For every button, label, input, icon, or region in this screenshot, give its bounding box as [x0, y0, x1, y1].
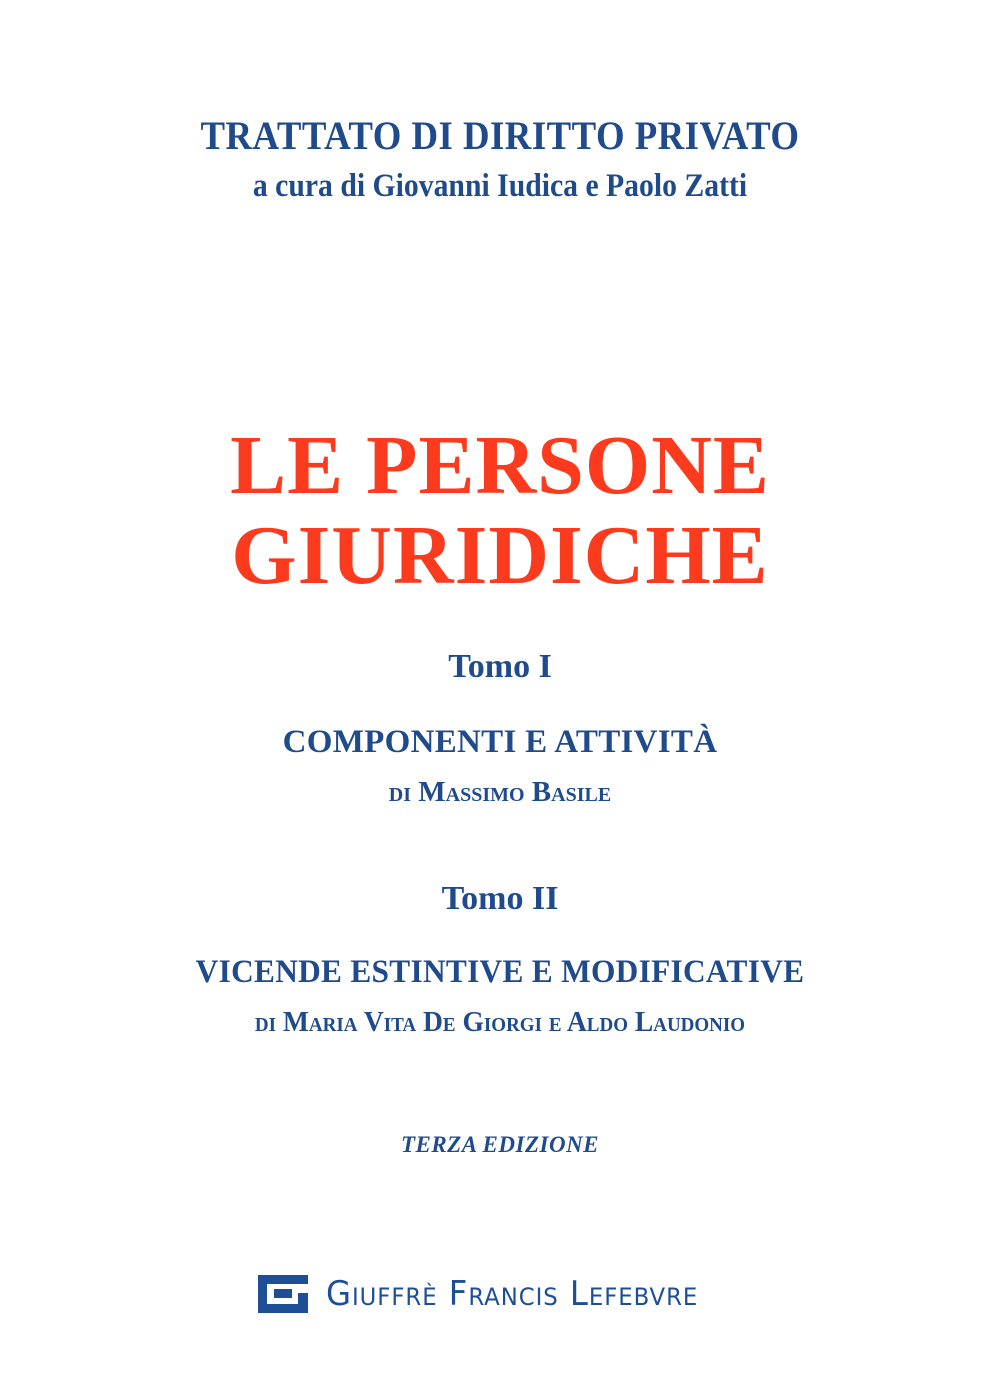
volume-2-authors: di Maria Vita De Giorgi e Aldo Laudonio	[254, 1006, 746, 1038]
book-title-line-2: GIURIDICHE	[231, 509, 769, 602]
volume-2-label: Tomo II	[441, 880, 559, 917]
edition-label: TERZA EDIZIONE	[400, 1132, 600, 1157]
volume-1-label: Tomo I	[448, 648, 552, 685]
publisher-mark	[258, 1272, 718, 1316]
series-title: TRATTATO DI DIRITTO PRIVATO	[200, 113, 800, 158]
gfl-logo-icon	[258, 1275, 308, 1313]
publisher-name: Giuffrè Francis Lefebvre	[326, 1274, 699, 1314]
volume-1-title: COMPONENTI E ATTIVITÀ	[282, 724, 718, 760]
volume-1-authors: di Massimo Basile	[388, 776, 612, 808]
series-editors: a cura di Giovanni Iudica e Paolo Zatti	[252, 168, 748, 204]
volume-2-title: VICENDE ESTINTIVE E MODIFICATIVE	[195, 954, 805, 990]
book-title-line-1: LE PERSONE	[230, 419, 770, 512]
